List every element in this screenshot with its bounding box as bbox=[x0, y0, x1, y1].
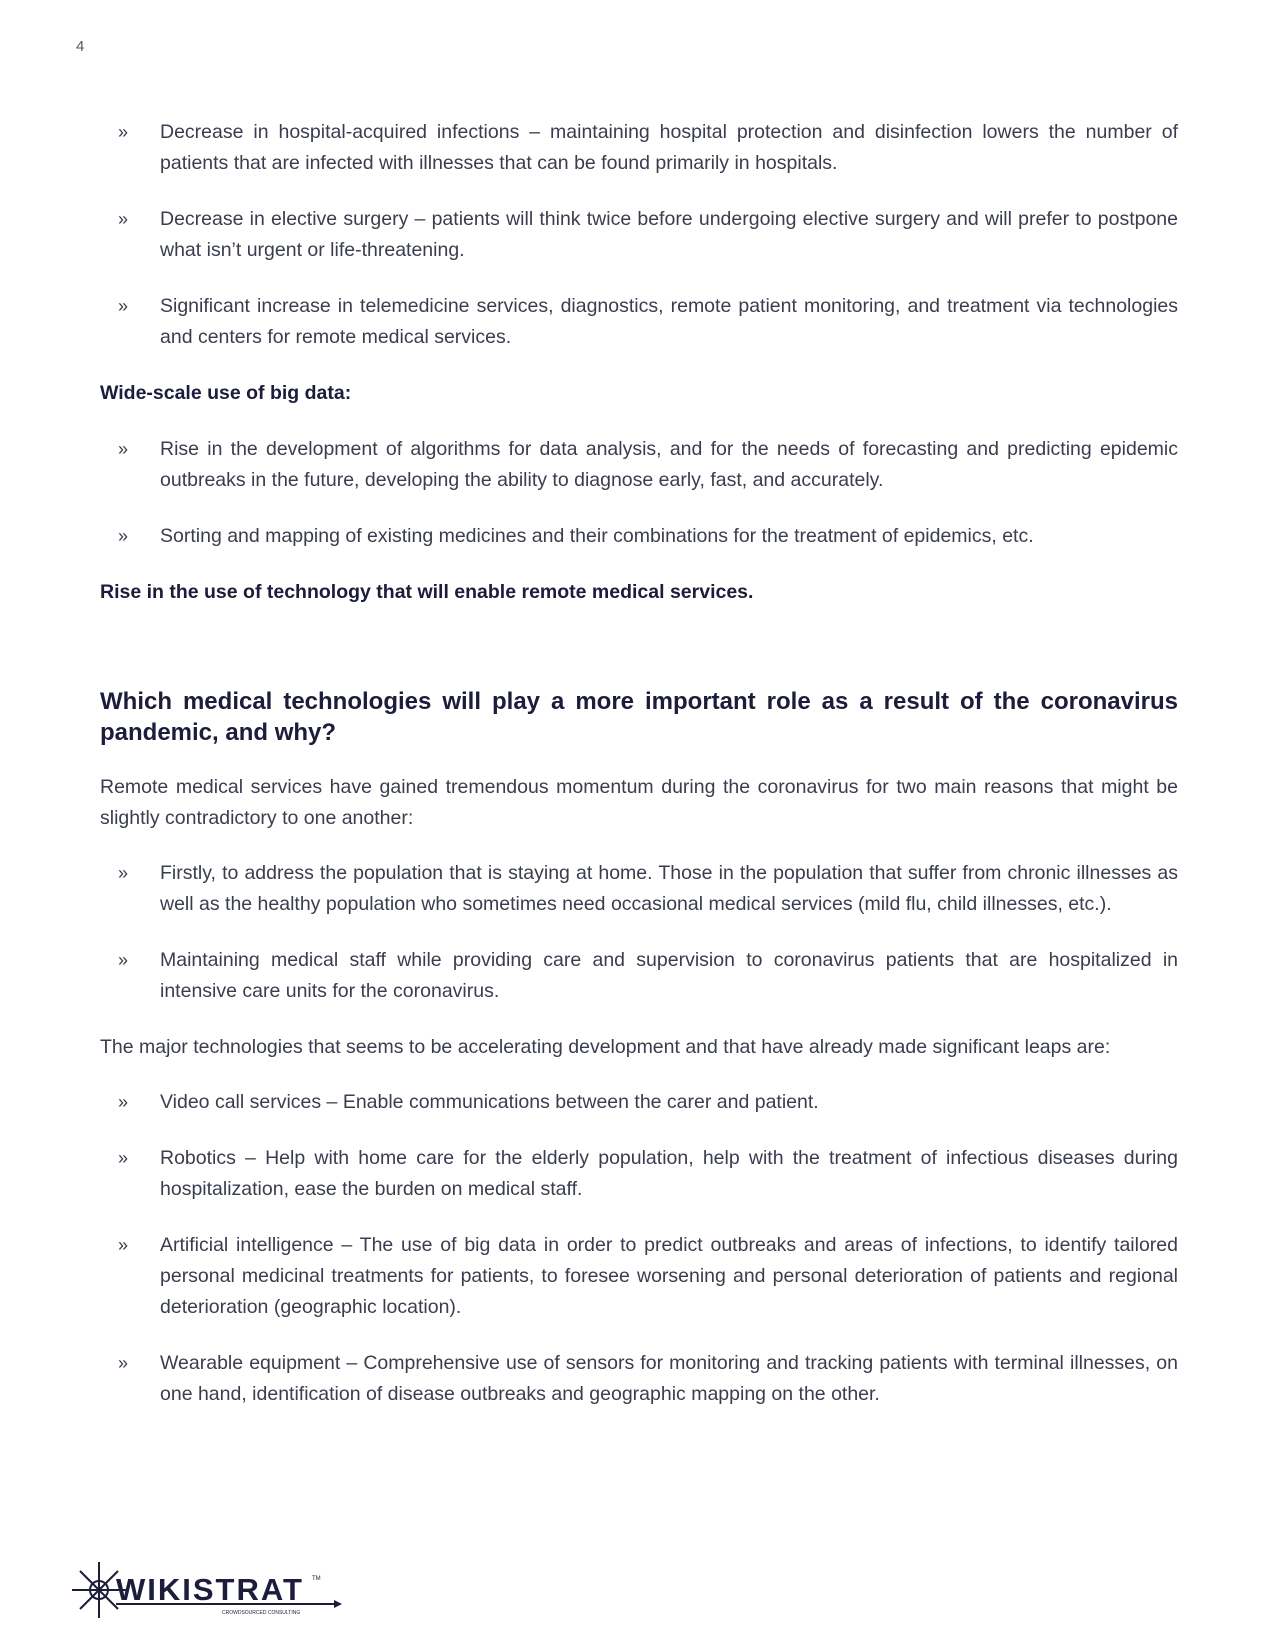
bullet-marker: » bbox=[118, 439, 129, 459]
logo-tagline: CROWDSOURCED CONSULTING bbox=[222, 1610, 301, 1616]
list-item-text: Rise in the development of algorithms for data analysis, and for the needs of forecasting and predicting epidemic outbreaks in the future, developing the ability to diagnose early, fast, and accurately. bbox=[160, 438, 1178, 491]
bullet-marker: » bbox=[118, 296, 129, 316]
list-item bbox=[100, 858, 1178, 920]
list-item-text: Significant increase in telemedicine services, diagnostics, remote patient monitoring, and treatment via technologies and centers for remote medical services. bbox=[160, 295, 1178, 348]
list-item bbox=[100, 204, 1178, 266]
logo-wordmark: WIKISTRAT bbox=[116, 1572, 304, 1607]
page-number: 4 bbox=[76, 38, 85, 55]
intro-paragraph: Remote medical services have gained tremendous momentum during the coronavirus for two main reasons that might be slightly contradictory to one another: bbox=[100, 776, 1178, 829]
list-item-text: Video call services – Enable communications between the carer and patient. bbox=[160, 1091, 819, 1113]
list-item bbox=[100, 291, 1178, 353]
document-body bbox=[100, 117, 1178, 1435]
list-item bbox=[100, 1143, 1178, 1205]
list-item-text: Sorting and mapping of existing medicines and their combinations for the treatment of epidemics, etc. bbox=[160, 525, 1034, 547]
bullet-marker: » bbox=[118, 863, 129, 883]
question-heading: Which medical technologies will play a more important role as a result of the coronavirus pandemic, and why? bbox=[100, 688, 1178, 746]
bullet-marker: » bbox=[118, 1092, 129, 1112]
list-item bbox=[100, 521, 1178, 552]
bullet-marker: » bbox=[118, 122, 129, 142]
list-item bbox=[100, 1230, 1178, 1323]
bullet-marker: » bbox=[118, 950, 129, 970]
list-item-text: Wearable equipment – Comprehensive use of sensors for monitoring and tracking patients with terminal illnesses, on one hand, identification of disease outbreaks and geographic mapping on the other. bbox=[160, 1352, 1178, 1405]
bullet-marker: » bbox=[118, 526, 129, 546]
list-item-text: Decrease in elective surgery – patients will think twice before undergoing elective surgery and will prefer to postpone what isn’t urgent or life-threatening. bbox=[160, 208, 1178, 261]
remote-services-statement: Rise in the use of technology that will enable remote medical services. bbox=[100, 581, 754, 603]
wikistrat-logo bbox=[72, 1560, 352, 1630]
list-item-text: Maintaining medical staff while providing care and supervision to coronavirus patients that are hospitalized in intensive care units for the coronavirus. bbox=[160, 949, 1178, 1002]
bullet-marker: » bbox=[118, 209, 129, 229]
bullet-marker: » bbox=[118, 1148, 129, 1168]
list-item bbox=[100, 1087, 1178, 1118]
list-item bbox=[100, 434, 1178, 496]
logo-trademark: TM bbox=[312, 1576, 321, 1582]
technologies-paragraph: The major technologies that seems to be accelerating development and that have already made significant leaps are: bbox=[100, 1036, 1111, 1058]
list-item-text: Artificial intelligence – The use of big data in order to predict outbreaks and areas of infections, to identify tailored personal medicinal treatments for patients, to foresee worsening and personal deterioration of patients and regional deterioration (geographic location). bbox=[160, 1234, 1178, 1318]
bullet-marker: » bbox=[118, 1353, 129, 1373]
bullet-marker: » bbox=[118, 1235, 129, 1255]
big-data-heading: Wide-scale use of big data: bbox=[100, 382, 352, 404]
list-item-text: Robotics – Help with home care for the elderly population, help with the treatment of infectious diseases during hospitalization, ease the burden on medical staff. bbox=[160, 1147, 1178, 1200]
list-item-text: Decrease in hospital-acquired infections – maintaining hospital protection and disinfection lowers the number of patients that are infected with illnesses that can be found primarily in hospitals. bbox=[160, 121, 1178, 174]
list-item bbox=[100, 945, 1178, 1007]
list-item bbox=[100, 117, 1178, 179]
list-item bbox=[100, 1348, 1178, 1410]
list-item-text: Firstly, to address the population that is staying at home. Those in the population that suffer from chronic illnesses as well as the healthy population who sometimes need occasional medical services (mild flu, child illnesses, etc.). bbox=[160, 862, 1178, 915]
